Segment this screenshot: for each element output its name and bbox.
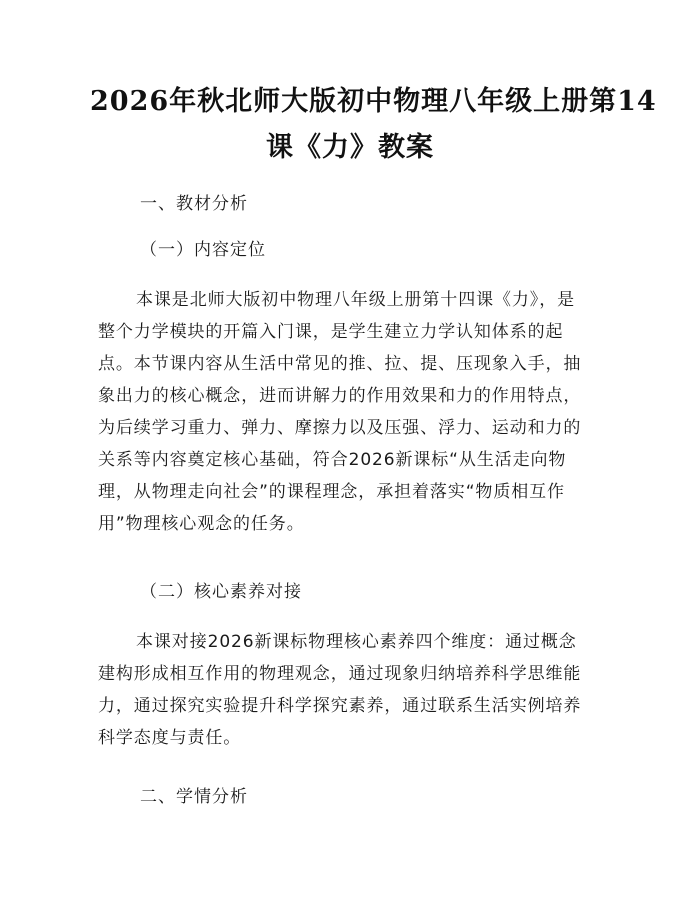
document-title-line-2: 课《力》教案 [266, 132, 434, 163]
subsection-heading-core-literacy: （二）核心素养对接 [140, 582, 302, 602]
subsection-heading-content-position: （一）内容定位 [140, 240, 266, 260]
paragraph-line: 点。本节课内容从生活中常见的推、拉、提、压现象入手，抽 [98, 354, 582, 374]
paragraph-line: 建构形成相互作用的物理观念，通过现象归纳培养科学思维能 [98, 664, 582, 684]
paragraph-line: 用”物理核心观念的任务。 [98, 514, 305, 534]
section-heading-student-analysis: 二、学情分析 [140, 787, 248, 807]
paragraph-line: 象出力的核心概念，进而讲解力的作用效果和力的作用特点， [98, 386, 582, 406]
paragraph-line: 科学态度与责任。 [98, 728, 242, 748]
paragraph-line: 本课对接2026新课标物理核心素养四个维度：通过概念 [136, 632, 577, 652]
section-heading-analysis: 一、教材分析 [140, 194, 248, 214]
paragraph-line: 整个力学模块的开篇入门课，是学生建立力学认知体系的起 [98, 322, 564, 342]
paragraph-core-literacy [98, 626, 603, 754]
paragraph-line: 为后续学习重力、弹力、摩擦力以及压强、浮力、运动和力的 [98, 418, 582, 438]
paragraph-content-position [98, 284, 603, 540]
paragraph-line: 理，从物理走向社会”的课程理念，承担着落实“物质相互作 [98, 482, 565, 502]
paragraph-line: 本课是北师大版初中物理八年级上册第十四课《力》，是 [136, 290, 575, 310]
document-title-line-1: 2026年秋北师大版初中物理八年级上册第14 [90, 86, 657, 117]
paragraph-line: 关系等内容奠定核心基础，符合2026新课标“从生活走向物 [98, 450, 567, 470]
paragraph-line: 力，通过探究实验提升科学探究素养，通过联系生活实例培养 [98, 696, 582, 716]
